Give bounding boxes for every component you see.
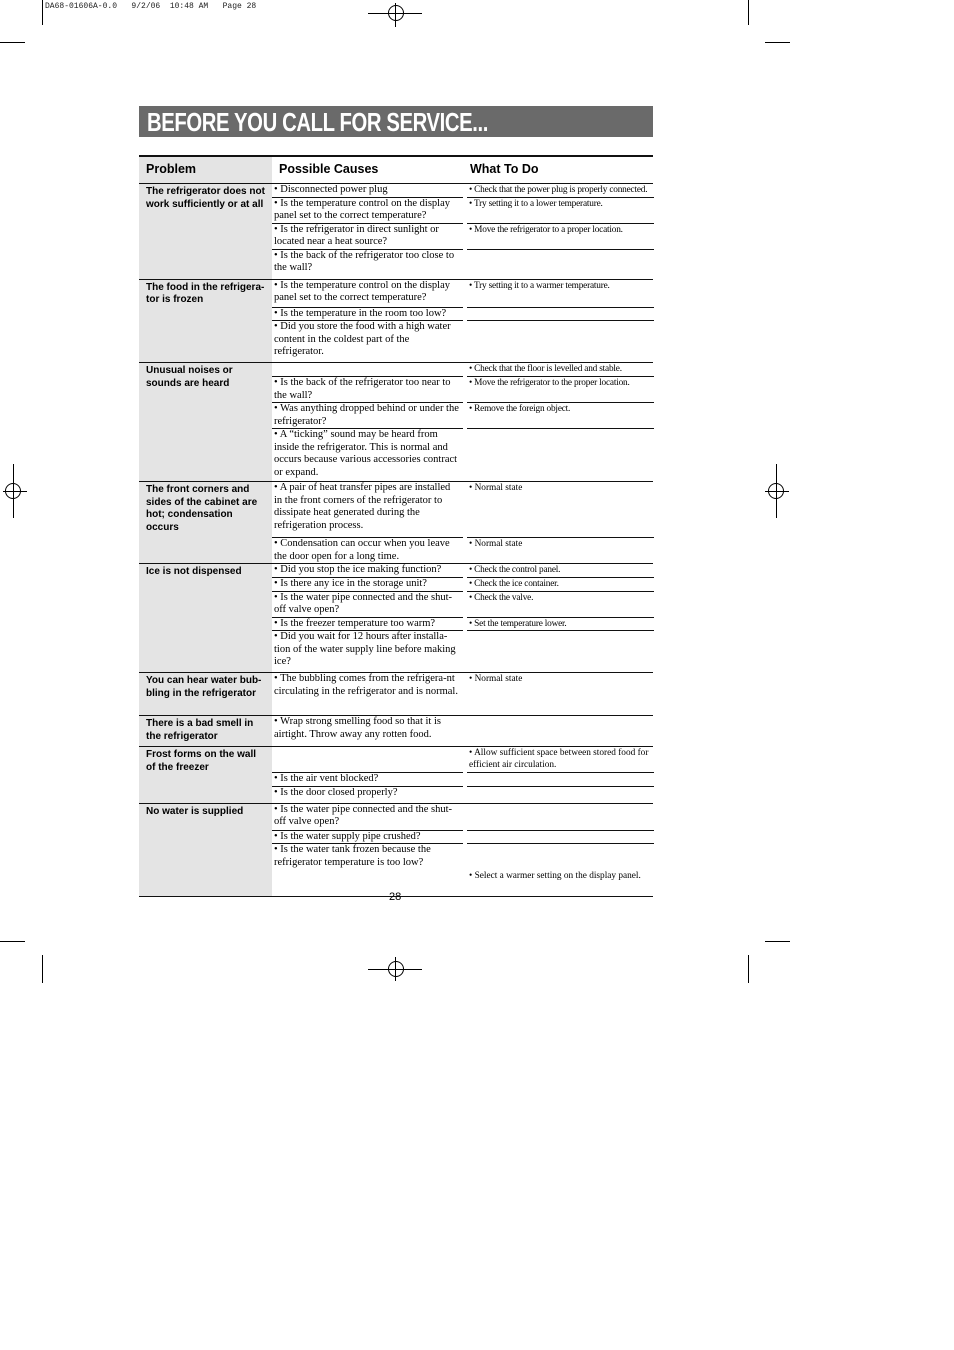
table-row [272,618,653,632]
problem-label: The front corners and sides of the cabinet are hot; condensation occurs [139,482,272,563]
possible-cause: • Is the temperature control on the display panel set to the correct temperature? [272,198,463,224]
possible-cause: • Wrap strong smelling food so that it is airtight. Throw away any rotten food. [274,716,441,740]
table-row [272,592,653,618]
table-row [272,578,653,592]
table-row [272,363,653,377]
table-row [272,403,653,429]
registration-mark [388,5,404,21]
problem-group [139,673,653,716]
what-to-do: • Set the temperature lower. [467,618,654,632]
problem-rows [272,716,653,746]
possible-cause: • Is the water pipe connected and the shut-off valve open? [272,804,463,831]
what-to-do: • Check that the floor is levelled and stable. [467,363,654,377]
what-to-do [467,716,654,746]
what-to-do: • Move the refrigerator to a proper location. [467,224,654,250]
problem-group [139,716,653,747]
possible-cause: • Is the freezer temperature too warm? [272,618,463,632]
possible-cause: • Did you stop the ice making function? [272,564,463,578]
possible-cause: • Was anything dropped behind or under the refrigerator? [272,403,463,429]
problem-group [139,363,653,482]
what-to-do [467,831,654,845]
possible-cause: • Is the temperature in the room too low? [272,308,463,322]
table-row [272,804,653,831]
problem-rows [272,673,653,715]
problem-label: Frost forms on the wall of the freezer [139,747,272,803]
what-to-do [467,787,654,803]
table-row [272,787,653,803]
page-number: 28 [389,891,402,903]
header-problem: Problem [139,157,272,183]
table-row [272,564,653,578]
possible-cause [272,363,463,377]
table-row [272,377,653,403]
possible-cause: • Is the back of the refrigerator too close to the wall? [274,249,455,273]
problem-rows [272,482,653,563]
registration-mark [388,961,404,977]
what-to-do: • Check the ice container. [467,578,654,592]
problem-label: You can hear water bub-bling in the refrigerator [139,673,272,715]
problem-rows [272,184,653,279]
problem-label: There is a bad smell in the refrigerator [139,716,272,746]
what-to-do [467,773,654,787]
problem-group [139,482,653,564]
problem-label: The food in the refrigera-tor is frozen [139,280,272,363]
what-to-do: • Select a warmer setting on the display panel. [469,871,641,881]
possible-cause: • Is there any ice in the storage unit? [272,578,463,592]
what-to-do: • Move the refrigerator to the proper location. [467,377,654,403]
page-title: BEFORE YOU CALL FOR SERVICE... [147,107,489,137]
header-todo: What To Do [470,162,539,176]
problem-label: No water is supplied [139,804,272,897]
table-row [272,831,653,845]
possible-cause: • Is the water tank frozen because the refrigerator temperature is too low? [274,844,431,868]
problem-rows [272,747,653,803]
what-to-do: • Normal state [469,674,523,684]
possible-cause [272,747,463,773]
table-header [139,157,653,184]
table-row [272,773,653,787]
crop-mark [765,42,790,43]
troubleshooting-table [139,155,653,897]
what-to-do: • Allow sufficient space between stored food for efficient air circulation. [467,747,654,773]
possible-cause: • Is the door closed properly? [274,786,398,798]
possible-cause: • A “ticking” sound may be heard from inside the refrigerator. This is normal and occurs because various accessories contract or expand. [274,429,458,478]
problem-rows [272,804,653,897]
problem-rows [272,280,653,363]
possible-cause: • Is the water pipe connected and the shut-off valve open? [272,592,463,618]
table-row [272,673,653,715]
table-row [272,280,653,308]
what-to-do [467,429,654,481]
what-to-do: • Normal state [469,539,523,549]
table-row [272,429,653,481]
problem-label: Ice is not dispensed [139,564,272,672]
table-row [272,844,653,896]
problem-group [139,280,653,364]
possible-cause: • Disconnected power plug [272,184,463,198]
possible-cause: • Did you store the food with a high water content in the coldest part of the refrigerator. [274,321,451,357]
table-row [272,631,653,672]
what-to-do: • Try setting it to a lower temperature. [467,198,654,224]
registration-mark [768,483,784,499]
table-row [272,184,653,198]
what-to-do [467,308,654,322]
table-row [272,198,653,224]
possible-cause: • Is the temperature control on the display panel set to the correct temperature? [272,280,463,308]
problem-group [139,747,653,804]
possible-cause: • Is the refrigerator in direct sunlight or located near a heat source? [272,224,463,250]
problem-label: Unusual noises or sounds are heard [139,363,272,481]
possible-cause: • Condensation can occur when you leave the door open for a long time. [274,538,450,562]
possible-cause: • Did you wait for 12 hours after installa-tion of the water supply line before making ice? [274,631,456,667]
problem-group [139,184,653,280]
crop-mark [42,955,43,983]
table-row [272,321,653,362]
table-row [272,308,653,322]
possible-cause: • A pair of heat transfer pipes are installed in the front corners of the refrigerator to dissipate heat generated during the refrigeration process. [272,482,463,538]
table-row [272,250,653,279]
what-to-do [467,250,654,279]
problem-group [139,804,653,898]
what-to-do: • Normal state [467,482,654,538]
table-body [139,184,653,897]
what-to-do: • Check the valve. [467,592,654,618]
possible-cause: • Is the air vent blocked? [272,773,463,787]
print-header: DA68-01606A-0.0 9/2/06 10:48 AM Page 28 [45,2,257,11]
what-to-do [467,631,654,672]
registration-mark [5,483,21,499]
possible-cause: • Is the water supply pipe crushed? [272,831,463,845]
table-row [272,747,653,773]
crop-mark [748,955,749,983]
table-row [272,224,653,250]
crop-mark [42,0,43,25]
header-causes: Possible Causes [279,162,379,176]
crop-mark [748,0,749,25]
crop-mark [765,941,790,942]
problem-rows [272,564,653,672]
what-to-do: • Remove the foreign object. [467,403,654,429]
possible-cause: • The bubbling comes from the refrigera-nt circulating in the refrigerator and is normal. [274,673,458,697]
problem-rows [272,363,653,481]
problem-label: The refrigerator does not work sufficiently or at all [139,184,272,279]
crop-mark [0,42,25,43]
what-to-do: • Check the control panel. [467,564,654,578]
what-to-do [467,321,654,362]
what-to-do: • Try setting it to a warmer temperature. [467,280,654,308]
table-row [272,482,653,538]
table-row [272,538,653,563]
section-title-bar [139,106,653,137]
crop-mark [0,941,25,942]
problem-group [139,564,653,673]
possible-cause: • Is the back of the refrigerator too near to the wall? [272,377,463,403]
what-to-do [467,804,654,831]
what-to-do: • Check that the power plug is properly connected. [467,184,654,198]
table-row [272,716,653,746]
